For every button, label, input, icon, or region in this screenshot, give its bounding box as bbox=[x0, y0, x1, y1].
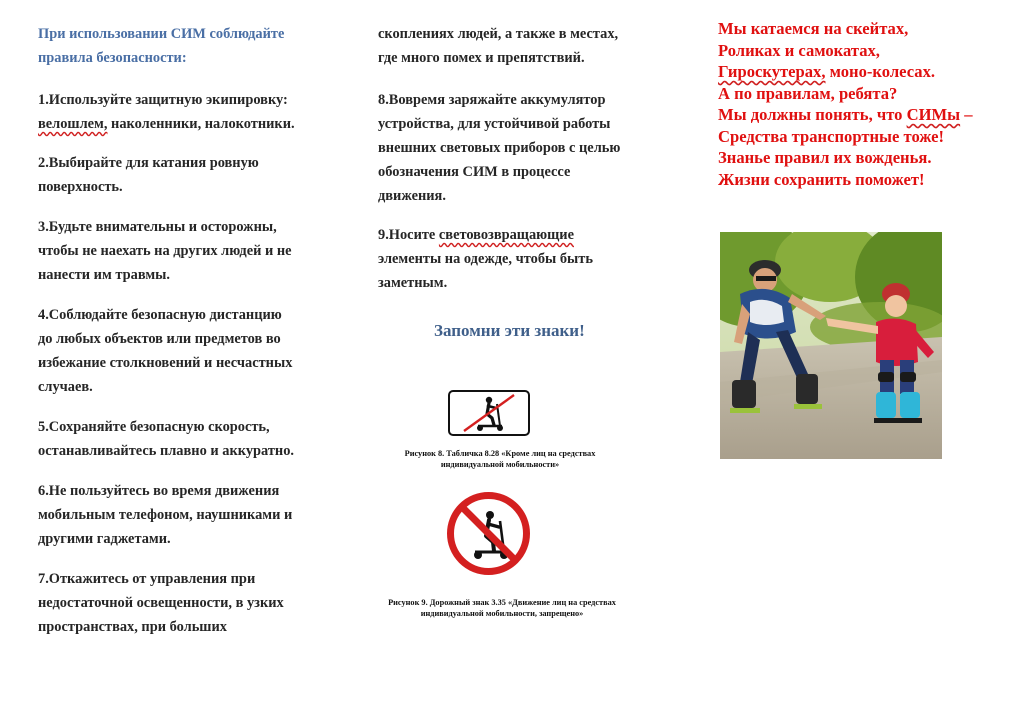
rule-8-line-4: обозначения СИМ в процессе bbox=[378, 164, 571, 180]
section-title bbox=[38, 22, 338, 70]
rule-4-line-4: случаев. bbox=[38, 379, 93, 395]
rule-3 bbox=[38, 215, 338, 287]
poem-line-2: Роликах и самокатах, bbox=[718, 40, 880, 60]
spell-underlined-word: световозвращающие bbox=[438, 227, 574, 243]
rule-7-line-1: 7.Откажитесь от управления при bbox=[38, 571, 256, 587]
rule-4 bbox=[38, 303, 338, 399]
rule-1 bbox=[38, 88, 338, 136]
rule-6-line-3: другими гаджетами. bbox=[38, 531, 171, 547]
rule-7-line-2: недостаточной освещенности, в узких bbox=[38, 595, 284, 611]
rule-8-line-3: внешних световых приборов с целью bbox=[378, 140, 621, 156]
column-1 bbox=[38, 0, 338, 704]
rule-2-line-2: поверхность. bbox=[38, 179, 123, 195]
no-scooter-sign-icon bbox=[446, 491, 531, 576]
rule-9-line-2: элементы на одежде, чтобы быть bbox=[378, 251, 593, 267]
poem bbox=[718, 18, 1010, 190]
caption-8-line-1: Рисунок 8. Табличка 8.28 «Кроме лиц на средствах bbox=[404, 449, 596, 458]
rule-2 bbox=[38, 151, 338, 199]
rule-4-line-2: до любых объектов или предметов во bbox=[38, 331, 281, 347]
poem-line-5 bbox=[718, 104, 1010, 126]
rule-8 bbox=[378, 88, 668, 208]
rule-1-line-2-rest: наколенники, налокотники. bbox=[107, 116, 295, 132]
rule-6-line-1: 6.Не пользуйтесь во время движения bbox=[38, 483, 280, 499]
poem-line-7: Знанье правил их вожденья. bbox=[718, 148, 932, 167]
spell-underlined-word: СИМы bbox=[906, 105, 961, 124]
poem-line-5-start: Мы должны понять, что bbox=[718, 105, 907, 124]
rule-1-line-1: 1.Используйте защитную экипировку: bbox=[38, 92, 288, 108]
rule-9-line-3: заметным. bbox=[378, 275, 448, 291]
rule-1-line-2 bbox=[38, 112, 338, 136]
caption-8-line-2: индивидуальной мобильности» bbox=[440, 460, 560, 469]
rule-7 bbox=[38, 567, 338, 639]
rule-7-cont-line-2: где много помех и препятствий. bbox=[378, 50, 585, 66]
poem-line-5-end: – bbox=[960, 105, 973, 124]
caption-9-line-2: индивидуальной мобильности, запрещено» bbox=[420, 609, 584, 618]
rule-9 bbox=[378, 223, 668, 295]
rule-2-line-1: 2.Выбирайте для катания ровную bbox=[38, 155, 259, 171]
caption-9-line-1: Рисунок 9. Дорожный знак 3.35 «Движение лиц на средствах bbox=[388, 598, 616, 607]
rule-4-line-1: 4.Соблюдайте безопасную дистанцию bbox=[38, 307, 282, 323]
rule-9-line-1 bbox=[378, 223, 668, 247]
rollerblading-photo bbox=[720, 232, 942, 459]
rule-5-line-1: 5.Сохраняйте безопасную скорость, bbox=[38, 419, 270, 435]
rule-8-line-2: устройства, для устойчивой работы bbox=[378, 116, 611, 132]
rule-7-cont-line-1: скоплениях людей, а также в местах, bbox=[378, 26, 619, 42]
crossed-scooter-rider-icon bbox=[450, 392, 528, 434]
spell-underlined-word: Гироскутерах, bbox=[718, 62, 826, 81]
rule-3-line-3: нанести им травмы. bbox=[38, 267, 170, 283]
title-line-1: При использовании СИМ соблюдайте bbox=[38, 26, 285, 42]
poem-line-1: Мы катаемся на скейтах, bbox=[718, 19, 909, 38]
rule-6-line-2: мобильным телефоном, наушниками и bbox=[38, 507, 293, 523]
title-line-2: правила безопасности: bbox=[38, 50, 187, 66]
figure-caption-8 bbox=[390, 448, 610, 470]
rule-6 bbox=[38, 479, 338, 551]
rule-4-line-3: избежание столкновений и несчастных bbox=[38, 355, 293, 371]
rule-9-line-1-start: 9.Носите bbox=[378, 227, 439, 243]
poem-line-6: Средства транспортные тоже! bbox=[718, 126, 945, 146]
sign-plate-8-28-icon bbox=[448, 390, 530, 436]
rule-5 bbox=[38, 415, 338, 463]
rule-7-line-3: пространствах, при больших bbox=[38, 619, 227, 635]
poem-line-3-rest: моно-колесах. bbox=[825, 62, 936, 81]
rule-3-line-1: 3.Будьте внимательны и осторожны, bbox=[38, 219, 277, 235]
poem-line-8: Жизни сохранить поможет! bbox=[718, 169, 925, 189]
prohibition-sign-3-35-icon bbox=[446, 491, 531, 576]
rule-5-line-2: останавливайтесь плавно и аккуратно. bbox=[38, 443, 294, 459]
rollerblading-photo-illustration bbox=[720, 232, 942, 459]
figure-caption-9 bbox=[372, 597, 632, 619]
poem-line-4: А по правилам, ребята? bbox=[718, 83, 898, 103]
poem-line-3 bbox=[718, 61, 1010, 83]
rule-3-line-2: чтобы не наехать на других людей и не bbox=[38, 243, 292, 259]
rule-8-line-1: 8.Вовремя заряжайте аккумулятор bbox=[378, 92, 606, 108]
rule-7-continued bbox=[378, 22, 668, 70]
spell-underlined-word: велошлем, bbox=[38, 116, 108, 132]
remember-signs-heading: Запомни эти знаки! bbox=[434, 321, 585, 340]
rule-8-line-5: движения. bbox=[378, 188, 446, 204]
